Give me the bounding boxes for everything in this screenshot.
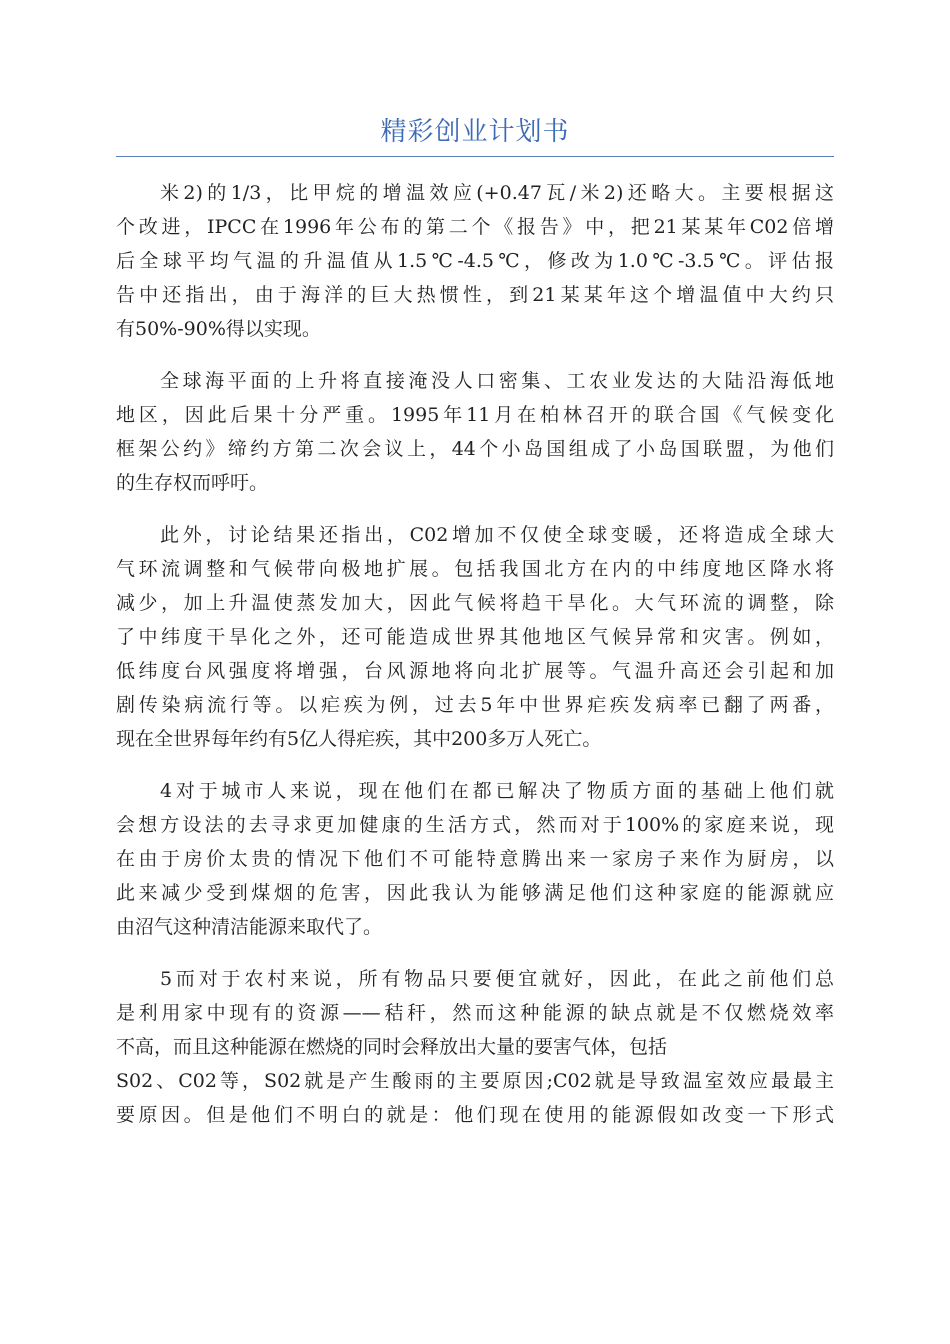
paragraph-line: 米2)的1/3，比甲烷的增温效应(+0.47瓦/米2)还略大。主要根据这 — [160, 182, 834, 204]
paragraph-line: 会想方设法的去寻求更加健康的生活方式，然而对于100%的家庭来说，现 — [116, 814, 834, 836]
paragraph-line: 现在全世界每年约有5亿人得疟疾，其中200多万人死亡。 — [116, 728, 602, 750]
paragraph-line: 有50%-90%得以实现。 — [116, 318, 321, 340]
paragraph-line: 个改进，IPCC在1996年公布的第二个《报告》中，把21某某年C02倍增 — [116, 216, 834, 238]
paragraph-line: 告中还指出，由于海洋的巨大热惯性，到21某某年这个增温值中大约只 — [116, 284, 834, 306]
paragraph-line: 全球海平面的上升将直接淹没人口密集、工农业发达的大陆沿海低地 — [160, 370, 834, 392]
paragraph-line: 要原因。但是他们不明白的就是：他们现在使用的能源假如改变一下形式 — [116, 1104, 834, 1126]
paragraph-line: 低纬度台风强度将增强，台风源地将向北扩展等。气温升高还会引起和加 — [116, 660, 834, 682]
paragraph-line: 的生存权而呼吁。 — [116, 472, 269, 494]
paragraph-line: 减少，加上升温使蒸发加大，因此气候将趋干旱化。大气环流的调整，除 — [116, 592, 834, 614]
paragraph-2 — [116, 364, 834, 500]
paragraph-5 — [116, 962, 834, 1132]
document-header — [116, 112, 834, 157]
paragraph-line: 此外，讨论结果还指出，C02增加不仅使全球变暖，还将造成全球大 — [160, 524, 834, 546]
paragraph-line: 后全球平均气温的升温值从1.5℃-4.5℃，修改为1.0℃-3.5℃。评估报 — [116, 250, 834, 272]
paragraph-line: 了中纬度干旱化之外，还可能造成世界其他地区气候异常和灾害。例如， — [116, 626, 834, 648]
paragraph-line: 气环流调整和气候带向极地扩展。包括我国北方在内的中纬度地区降水将 — [116, 558, 834, 580]
paragraph-line: 剧传染病流行等。以疟疾为例，过去5年中世界疟疾发病率已翻了两番， — [116, 694, 834, 716]
paragraph-3 — [116, 518, 834, 756]
paragraph-line: 此来减少受到煤烟的危害，因此我认为能够满足他们这种家庭的能源就应 — [116, 882, 834, 904]
paragraph-line: 由沼气这种清洁能源来取代了。 — [116, 916, 383, 938]
paragraph-4 — [116, 774, 834, 944]
paragraph-line: 不高，而且这种能源在燃烧的同时会释放出大量的要害气体，包括 — [116, 1036, 668, 1058]
document-title: 精彩创业计划书 — [380, 117, 570, 147]
paragraph-1 — [116, 176, 834, 346]
paragraph-line: S02、C02等，S02就是产生酸雨的主要原因;C02就是导致温室效应最最主 — [116, 1070, 834, 1092]
document-body — [116, 176, 834, 1150]
paragraph-line: 5而对于农村来说，所有物品只要便宜就好，因此，在此之前他们总 — [160, 968, 834, 990]
paragraph-line: 是利用家中现有的资源——秸秆，然而这种能源的缺点就是不仅燃烧效率 — [116, 1002, 834, 1024]
paragraph-line: 框架公约》缔约方第二次会议上，44个小岛国组成了小岛国联盟，为他们 — [116, 438, 834, 460]
paragraph-line: 在由于房价太贵的情况下他们不可能特意腾出来一家房子来作为厨房，以 — [116, 848, 834, 870]
paragraph-line: 地区，因此后果十分严重。1995年11月在柏林召开的联合国《气候变化 — [116, 404, 834, 426]
paragraph-line: 4对于城市人来说，现在他们在都已解决了物质方面的基础上他们就 — [160, 780, 834, 802]
